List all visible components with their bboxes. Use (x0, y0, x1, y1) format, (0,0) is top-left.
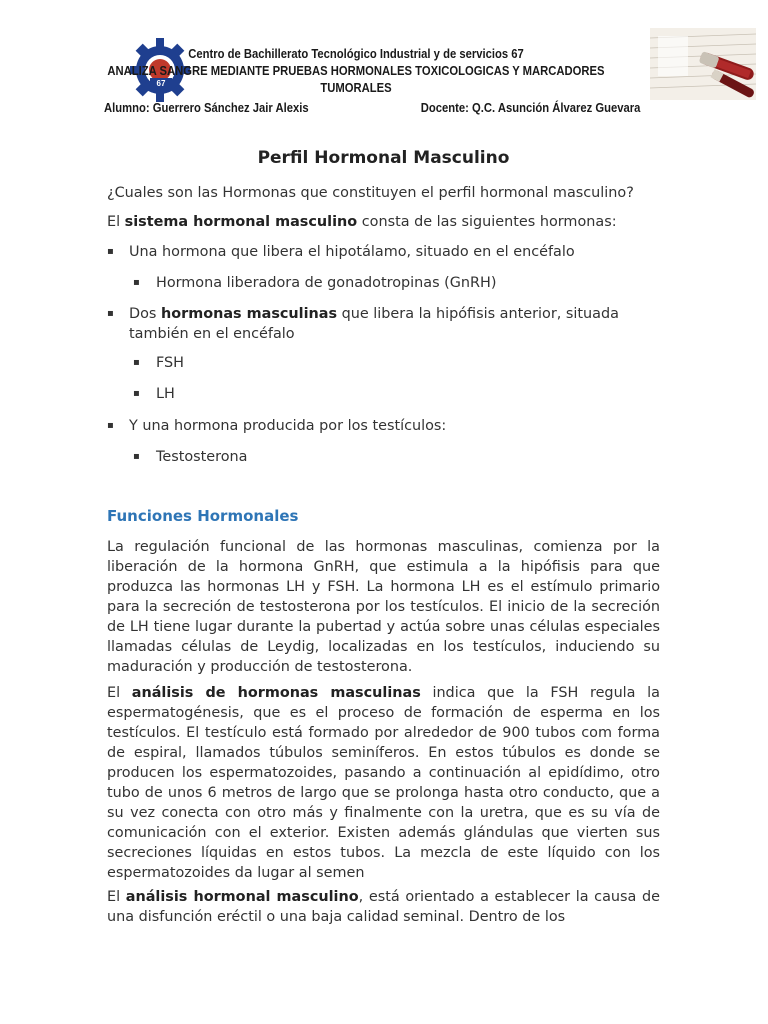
bullet-icon: ▪ (133, 388, 140, 399)
para2-bold: análisis de hormonas masculinas (131, 685, 421, 701)
intro-post: consta de las siguientes hormonas: (357, 214, 617, 230)
sub-list-item-text: FSH (156, 355, 184, 371)
paragraph-purpose (107, 887, 660, 927)
para3-pre: El (107, 889, 126, 905)
bullet-icon: ▪ (133, 277, 140, 288)
author-line (104, 101, 641, 115)
list-item (107, 242, 660, 262)
sub-list-item (133, 353, 653, 373)
paragraph-analysis (107, 683, 660, 883)
para3-bold: análisis hormonal masculino (125, 889, 359, 905)
intro-pre: El (107, 214, 125, 230)
subject-title-line2: TUMORALES (320, 81, 392, 95)
intro-paragraph (107, 212, 660, 232)
list-item-text: Una hormona que libera el hipotálamo, situado en el encéfalo (129, 244, 575, 260)
sub-list-item-text: Hormona liberadora de gonadotropinas (GnRH) (156, 275, 497, 291)
page-title: Perfil Hormonal Masculino (257, 148, 510, 168)
bullet-icon: ▪ (107, 420, 114, 431)
list-item (107, 304, 660, 344)
student-name: Alumno: Guerrero Sánchez Jair Alexis (104, 101, 309, 115)
bullet-icon: ▪ (107, 308, 114, 319)
bullet-icon: ▪ (133, 451, 140, 462)
b2-post: que libera la hipófisis anterior, situada también en el encéfalo (129, 306, 619, 342)
sub-list-item-text: Testosterona (156, 449, 248, 465)
lab-photo-image (650, 28, 756, 100)
bullet-icon: ▪ (133, 357, 140, 368)
bullet-icon: ▪ (107, 246, 114, 257)
institution-name: Centro de Bachillerato Tecnológico Industrial y de servicios 67 (188, 47, 524, 61)
sub-list-item (133, 273, 653, 293)
list-item-text (129, 304, 660, 344)
intro-bold: sistema hormonal masculino (124, 214, 358, 230)
logo-number: 67 (156, 79, 166, 88)
para2-pre: El (107, 685, 132, 701)
teacher-name: Docente: Q.C. Asunción Álvarez Guevara (420, 101, 641, 115)
para2-post: indica que la FSH regula la espermatogénesis, que es el proceso de formación de esperma en los testículos. El testículo está formado por alrededor de 900 tubos com forma de espiral, llamados túbulos seminíferos. En estos túbulos es donde se producen los espermatozoides, pasando a continuación al epidídimo, otro tubo de unos 6 metros de largo que se prolonga hasta otro conducto, que a su vez conecta con otro más y finalmente con la uretra, que es su vía de comunicación con el exterior. Existen además glándulas que vierten sus secreciones líquidas en estos tubos. La mezcla de este líquido con los espermatozoides da lugar al semen (107, 685, 660, 881)
b2-pre: Dos (129, 306, 161, 322)
sub-list-item-text: LH (156, 386, 175, 402)
list-item (107, 416, 660, 436)
b2-bold: hormonas masculinas (160, 306, 338, 322)
paragraph-functions: La regulación funcional de las hormonas masculinas, comienza por la liberación de la hormona GnRH, que estimula a la hipófisis para que produzca las hormonas LH y FSH. La hormona LH es el estímulo primario para la secreción de testosterona por los testículos. El inicio de la secreción de LH tiene lugar durante la pubertad y actúa sobre unas células especiales llamadas células de Leydig, localizadas en los testículos, induciendo su maduración y producción de testosterona. (107, 539, 660, 675)
sub-list-item (133, 384, 653, 404)
para3-post: , está orientado a establecer la causa de una disfunción eréctil o una baja calidad seminal. Dentro de los (107, 889, 660, 925)
subject-title-line1: ANALIZA SANGRE MEDIANTE PRUEBAS HORMONALES TOXICOLOGICAS Y MARCADORES (107, 64, 605, 78)
section-heading: Funciones Hormonales (107, 507, 299, 525)
question-text: ¿Cuales son las Hormonas que constituyen el perfil hormonal masculino? (107, 185, 634, 201)
list-item-text: Y una hormona producida por los testículos: (129, 418, 447, 434)
sub-list-item (133, 447, 653, 467)
